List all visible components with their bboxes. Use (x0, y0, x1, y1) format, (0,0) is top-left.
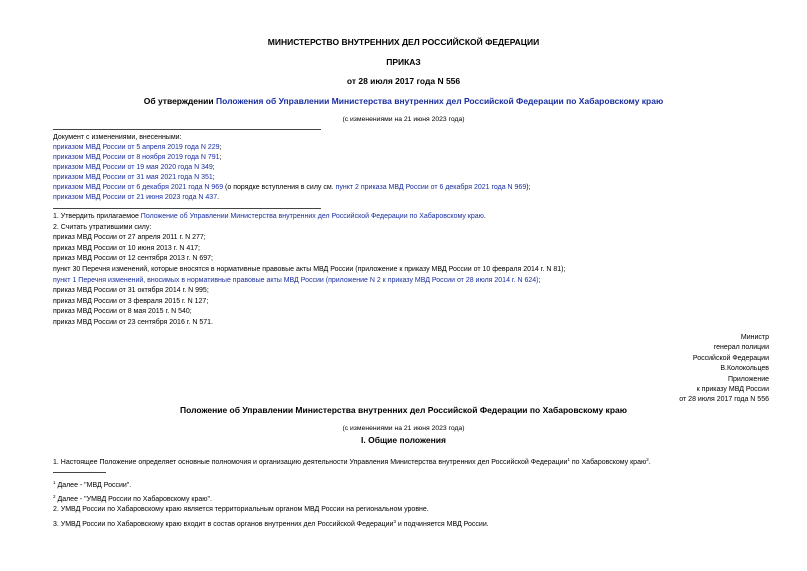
appendix-paragraph-1: 1. Настоящее Положение определяет основные полномочия и организацию деятельности Управления Министерства внутренних дел Российской Федерации$^1$ по Хабаровскому краю$^2$. (53, 457, 651, 466)
repealed-item: приказ МВД России от 3 февраля 2015 г. N 127; (53, 297, 209, 305)
amendment-item: приказом МВД России от 19 мая 2020 года N 349; (53, 164, 215, 171)
appendix-paragraph-3: 3. УМВД России по Хабаровскому краю входит в состав органов внутренних дел Российской Федерации$^3$ и подчиняется МВД России. (53, 519, 489, 528)
doc-date-number: от 28 июля 2017 года N 556 (346, 76, 461, 86)
divider (53, 129, 321, 130)
amendments-intro: Документ с изменениями, внесенными: (53, 134, 182, 141)
amendment-item: приказом МВД России от 31 мая 2021 года N 351; (53, 174, 215, 181)
signature-line: Российской Федерации (692, 354, 769, 362)
repealed-item: приказ МВД России от 31 октября 2014 г. N 995; (53, 287, 209, 295)
doc-title (0, 96, 807, 106)
doc-title-prefix: Об утверждении (143, 96, 216, 106)
repealed-item: приказ МВД России от 27 апреля 2011 г. N 277; (53, 234, 206, 242)
repealed-link[interactable]: пункт 1 Перечня изменений, вносимых в нормативные правовые акты МВД России (приложение N 2 к приказу МВД России от 28 июля 2014 г. N 624) (53, 276, 539, 284)
repealed-item: пункт 1 Перечня изменений, вносимых в нормативные правовые акты МВД России (приложение N 2 к приказу МВД России от 28 июля 2014 г. N 624); (53, 276, 541, 284)
footnote-ref[interactable]: 1 (567, 457, 570, 462)
appendix-title: Положение об Управлении Министерства внутренних дел Российской Федерации по Хабаровскому краю (179, 405, 627, 415)
paragraph-1: 1. Утвердить прилагаемое Положение об Управлении Министерства внутренних дел Российской Федерации по Хабаровскому краю. (53, 213, 486, 220)
amendment-link[interactable]: приказом МВД России от 19 мая 2020 года N 349 (53, 164, 213, 171)
amendment-item: приказом МВД России от 5 апреля 2019 года N 229; (53, 144, 222, 151)
signature-line: Министр (740, 334, 769, 341)
amendment-link[interactable]: приказом МВД России от 8 ноября 2019 года N 791 (53, 154, 220, 161)
footnote-ref[interactable]: 2 (646, 457, 649, 462)
amendment-item: приказом МВД России от 21 июня 2023 года N 437. (53, 194, 220, 201)
appendix-revision-note: (с изменениями на 21 июня 2023 года) (342, 425, 465, 432)
doc-title-link[interactable]: Положения об Управлении Министерства внутренних дел Российской Федерации по Хабаровскому краю (215, 96, 664, 106)
appendix-paragraph-2: 2. УМВД России по Хабаровскому краю является территориальным органом МВД России на региональном уровне. (53, 506, 429, 513)
repealed-item: приказ МВД России от 8 мая 2015 г. N 540; (53, 308, 192, 316)
amendment-link[interactable]: приказом МВД России от 21 июня 2023 года N 437 (53, 194, 218, 201)
doc-type: ПРИКАЗ (386, 57, 421, 67)
repealed-item: приказ МВД России от 12 сентября 2013 г. N 697; (53, 255, 213, 263)
regulation-link[interactable]: Положение об Управлении Министерства внутренних дел Российской Федерации по Хабаровскому краю (140, 213, 484, 220)
ministry-heading: МИНИСТЕРСТВО ВНУТРЕННИХ ДЕЛ РОССИЙСКОЙ ФЕДЕРАЦИИ (267, 37, 540, 47)
divider (53, 208, 321, 209)
amendment-link-secondary[interactable]: пункт 2 приказа МВД России от 6 декабря 2021 года N 969 (335, 184, 527, 191)
amendment-link[interactable]: приказом МВД России от 6 декабря 2021 года N 969 (53, 184, 224, 191)
repealed-item: приказ МВД России от 10 июня 2013 г. N 417; (53, 244, 200, 252)
signature-line: к приказу МВД России (696, 386, 769, 394)
amendment-link[interactable]: приказом МВД России от 31 мая 2021 года N 351 (53, 174, 213, 181)
signature-line: Приложение (727, 375, 769, 383)
footnote-divider (53, 472, 106, 473)
section-heading: I. Общие положения (361, 435, 446, 445)
amendment-item: приказом МВД России от 8 ноября 2019 года N 791; (53, 154, 222, 161)
repealed-item: приказ МВД России от 23 сентября 2016 г. N 571. (53, 318, 213, 326)
footnote-2: $^2$ Далее - "УМВД России по Хабаровскому краю". (53, 494, 212, 503)
revision-note: (с изменениями на 21 июня 2023 года) (342, 116, 465, 123)
signature-line: от 28 июля 2017 года N 556 (679, 396, 769, 404)
signature-line: В.Колокольцев (720, 365, 769, 373)
footnote-ref[interactable]: 3 (393, 519, 396, 524)
amendments-block (53, 133, 531, 203)
amendment-item: приказом МВД России от 6 декабря 2021 года N 969 (о порядке вступления в силу см. пункт 2 приказа МВД России от 6 декабря 2021 года N 969); (53, 184, 531, 191)
paragraph-2: 2. Считать утратившими силу: (53, 223, 152, 231)
repealed-item: пункт 30 Перечня изменений, которые вносятся в нормативные правовые акты МВД России (приложение к приказу МВД России от 10 февраля 2014 г. N 81); (53, 265, 566, 273)
amendment-link[interactable]: приказом МВД России от 5 апреля 2019 года N 229 (53, 144, 220, 151)
footnote-1: $^1$ Далее - "МВД России". (53, 480, 132, 489)
order-body (53, 212, 565, 329)
signature-block (679, 333, 769, 406)
signature-line: генерал полиции (713, 344, 769, 352)
